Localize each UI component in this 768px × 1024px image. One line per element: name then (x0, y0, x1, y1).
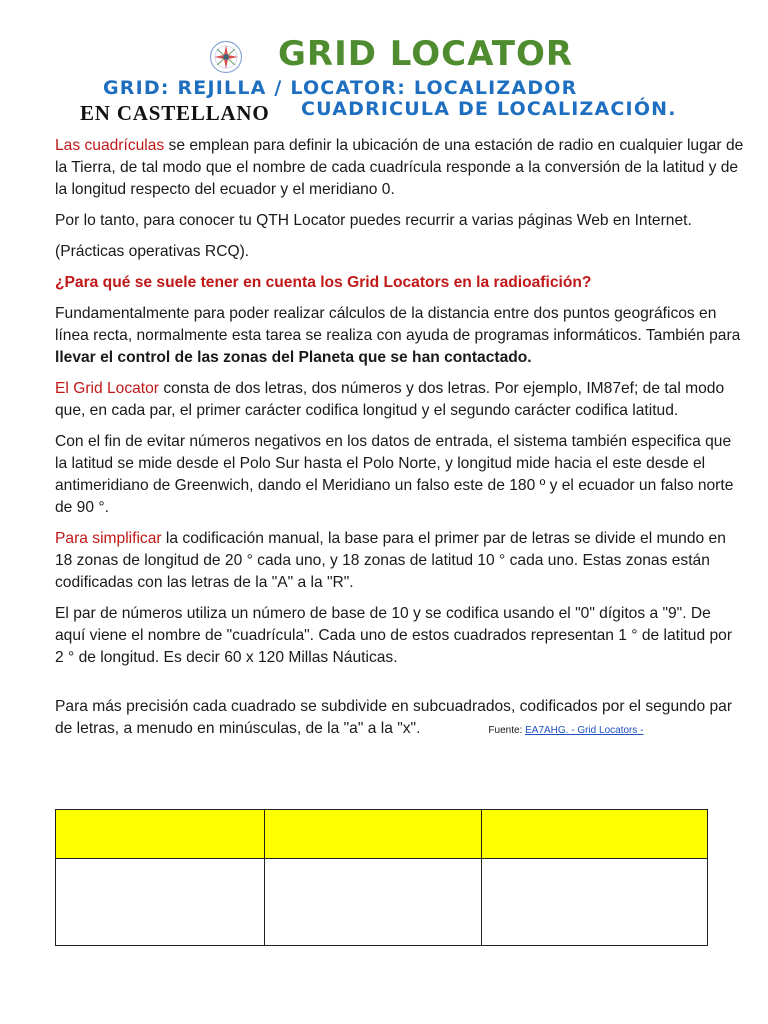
radio-club-emblem-icon (209, 40, 243, 74)
paragraph-text: Para más precisión cada cuadrado se subdivide en subcuadrados, codificados por el segundo par de letras, a menudo en minúsculas, de la "a" a la "x". (55, 698, 733, 737)
table-cell (56, 859, 265, 946)
paragraph-cuadriculas (55, 135, 745, 201)
source-label: Fuente: (488, 725, 526, 736)
paragraph-text: consta de dos letras, dos números y dos letras. Por ejemplo, IM87ef; de tal modo que, en cada par, el primer carácter codifica longitud y el segundo carácter codifica latitud. (55, 380, 725, 419)
paragraph-fundamentalmente (55, 303, 745, 369)
highlight-cuadriculas: Las cuadrículas (55, 137, 165, 154)
paragraph-negativos: Con el fin de evitar números negativos en los datos de entrada, el sistema también especifica que la latitud se mide desde el Polo Sur hasta el Polo Norte, y longitud mide hacia el este desde el antimeridiano de Greenwich, dando el Meridiano un falso este de 180 º y el ecuador un falso norte de 90 °. (55, 433, 734, 516)
castellano-label: EN CASTELLANO (80, 101, 270, 125)
paragraph-practicas: (Prácticas operativas RCQ). (55, 243, 250, 260)
table-cell (482, 859, 708, 946)
source-link[interactable]: EA7AHG. - Grid Locators - (525, 725, 644, 736)
document-header (0, 0, 768, 130)
paragraph-simplificar (55, 528, 745, 594)
page-subtitle: GRID: REJILLA / LOCATOR: LOCALIZADOR (103, 77, 578, 99)
document-body (55, 135, 745, 751)
table-cell (265, 859, 482, 946)
highlight-simplificar: Para simplificar (55, 530, 162, 547)
bold-phrase: llevar el control de las zonas del Planeta que se han contactado. (55, 349, 532, 366)
paragraph-text: Fundamentalmente para poder realizar cálculos de la distancia entre dos puntos geográficos en línea recta, normalmente esta tarea se realiza con ayuda de programas informáticos. También para (55, 305, 741, 344)
table-header-cell (265, 810, 482, 859)
source-citation (488, 725, 643, 736)
spacer (55, 678, 745, 696)
paragraph-qth: Por lo tanto, para conocer tu QTH Locator puedes recurrir a varias páginas Web en Internet. (55, 212, 692, 229)
paragraph-numeros: El par de números utiliza un número de base de 10 y se codifica usando el "0" dígitos a "9". De aquí viene el nombre de "cuadrícula". Cada uno de estos cuadrados representan 1 ° de latitud por 2 ° de longitud. Es decir 60 x 120 Millas Náuticas. (55, 605, 733, 666)
highlight-grid-locator: El Grid Locator (55, 380, 160, 397)
page-title: GRID LOCATOR (278, 34, 574, 74)
table-header-cell (482, 810, 708, 859)
section-question: ¿Para qué se suele tener en cuenta los Grid Locators en la radioafición? (55, 274, 592, 291)
paragraph-text: la codificación manual, la base para el primer par de letras se divide el mundo en 18 zonas de longitud de 20 ° cada uno, y 18 zonas de latitud 10 ° cada uno. Estas zonas están codificadas con las letras de la "A" a la "R". (55, 530, 726, 591)
table-row (56, 859, 708, 946)
paragraph-grid-locator (55, 378, 745, 422)
table-header-cell (56, 810, 265, 859)
locator-table (55, 809, 708, 946)
paragraph-precision (55, 696, 745, 742)
paragraph-text: se emplean para definir la ubicación de una estación de radio en cualquier lugar de la Tierra, de tal modo que el nombre de cada cuadrícula responde a la conversión de la latitud y de la longitud respecto del ecuador y el meridiano 0. (55, 137, 744, 198)
castellano-translation: CUADRICULA DE LOCALIZACIÓN. (301, 98, 677, 120)
table-header-row (56, 810, 708, 859)
